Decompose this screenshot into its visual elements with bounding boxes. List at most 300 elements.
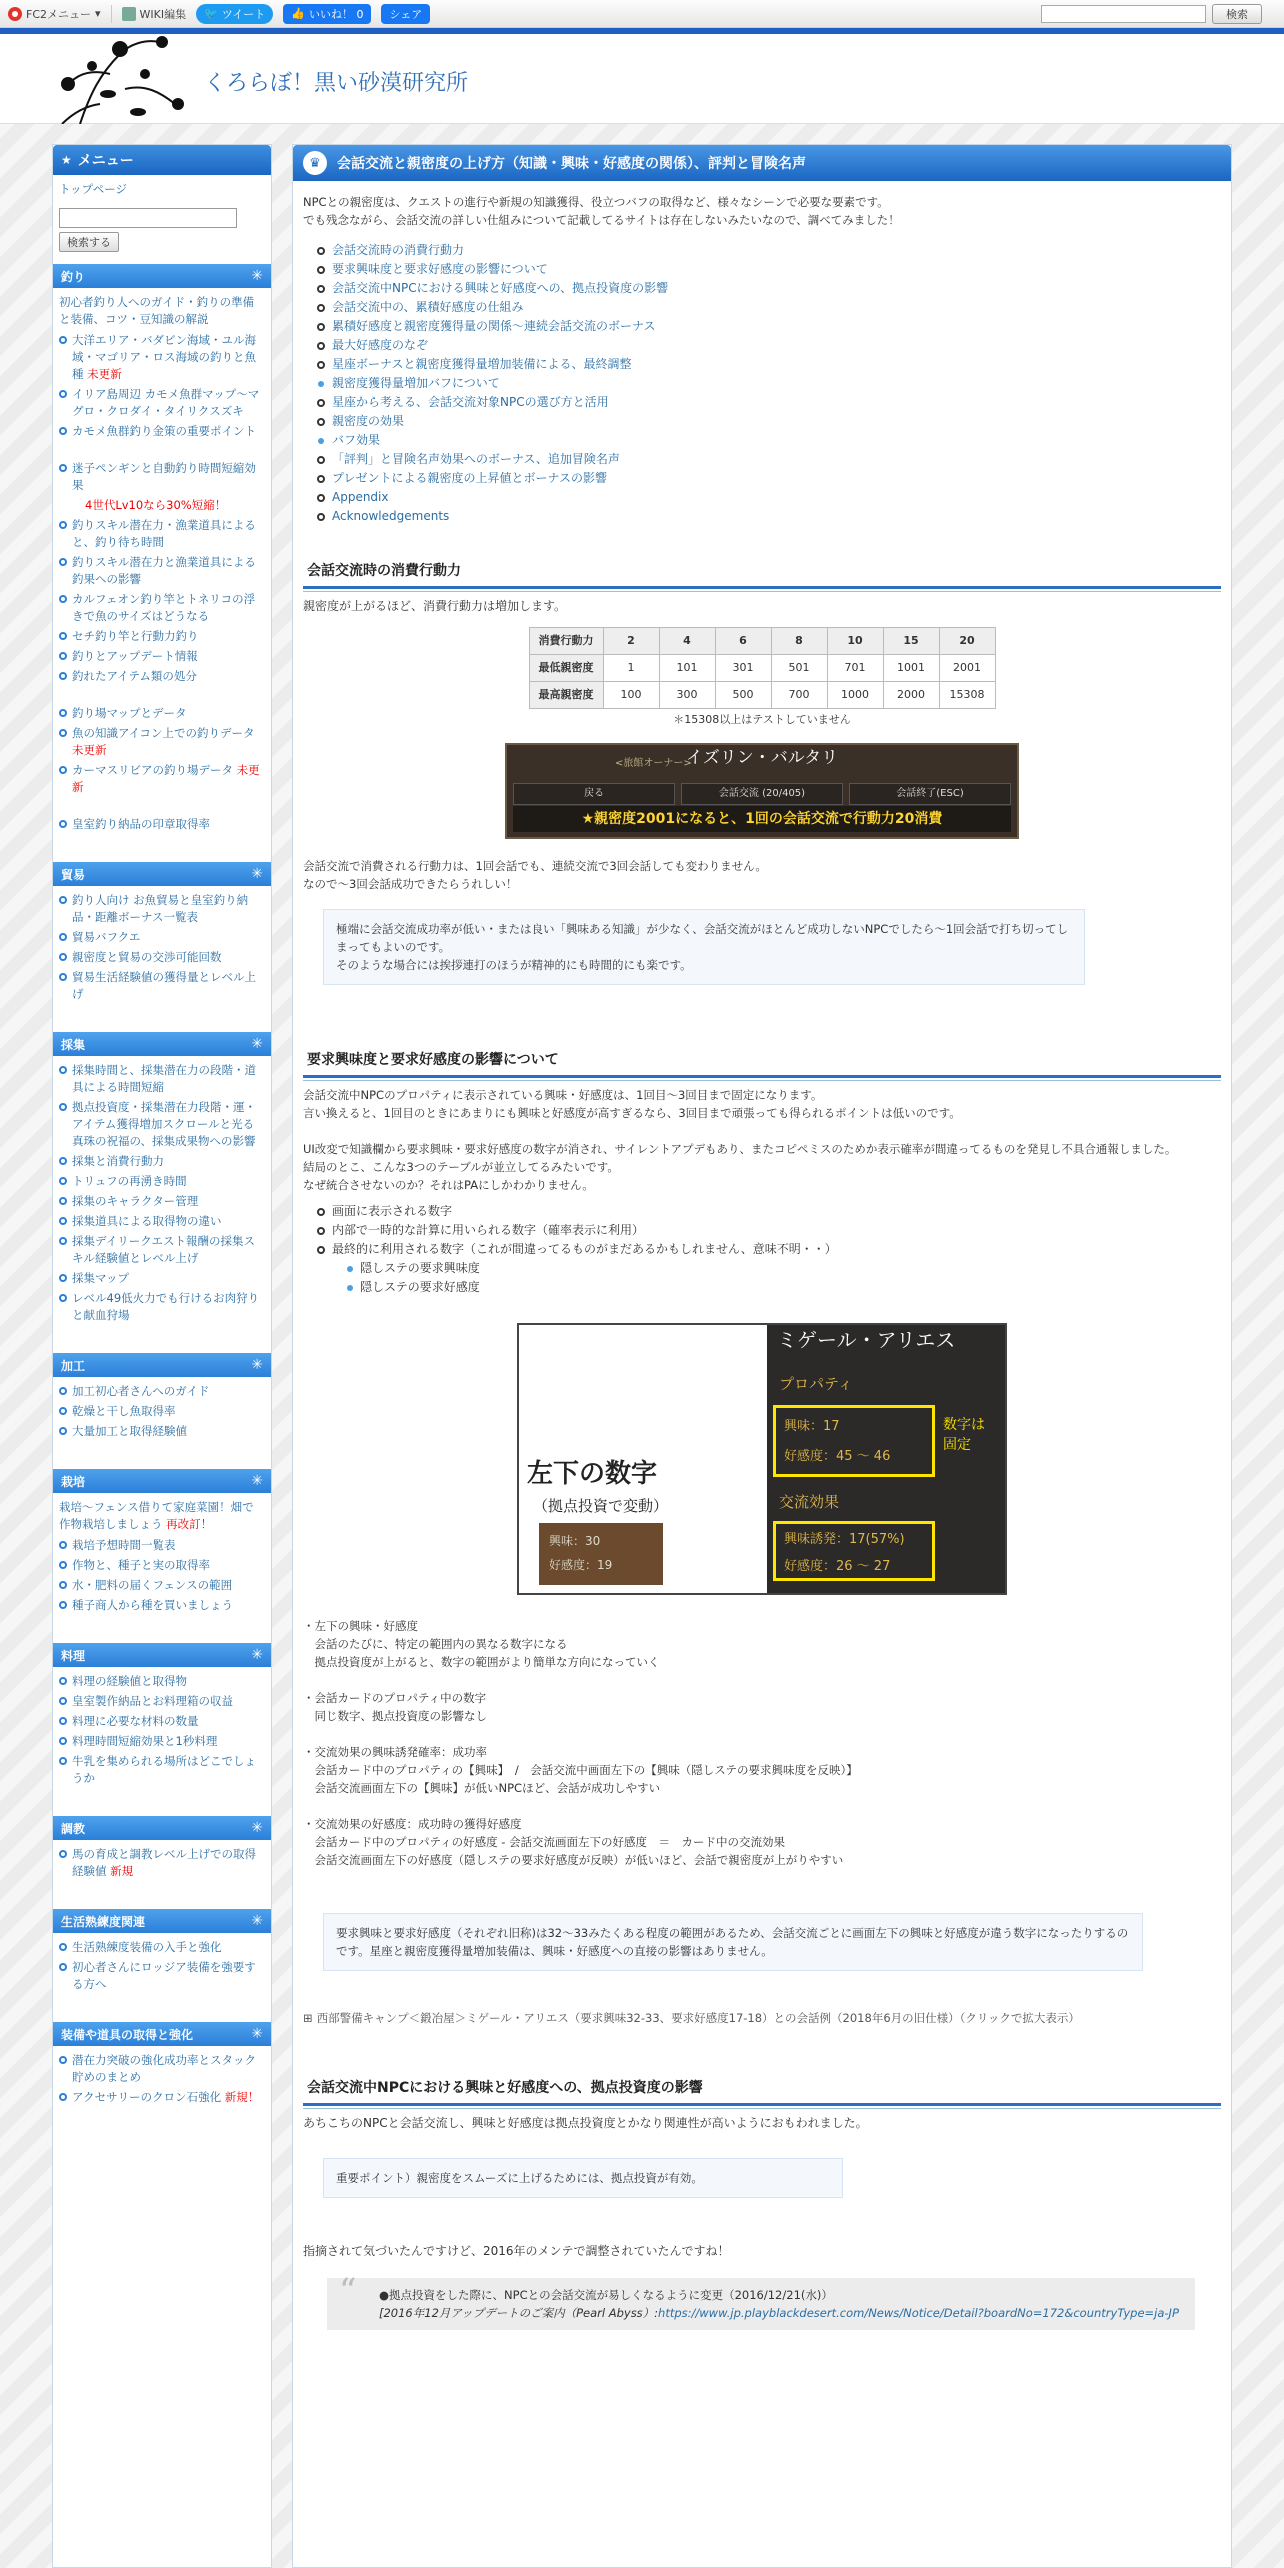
toc-link: バフ効果 xyxy=(332,433,381,447)
left-small-label: （拠点投資で変動） xyxy=(533,1497,669,1515)
sidebar-item-label: 釣れたアイテム類の処分 xyxy=(72,669,197,683)
fc2-logo-icon xyxy=(8,7,22,21)
left-stats-box xyxy=(539,1523,663,1585)
twitter-icon: 🐦 xyxy=(204,7,218,20)
spacer xyxy=(59,1617,265,1631)
sidebar-item[interactable] xyxy=(59,762,265,796)
table-header-cell: 消費行動力 xyxy=(529,628,603,655)
fixed-note: 数字は 固定 xyxy=(943,1417,985,1453)
spacer xyxy=(59,836,265,850)
sidebar-item[interactable] xyxy=(59,1099,265,1150)
sparkle-icon: ✳ xyxy=(251,866,263,882)
spacer xyxy=(59,1790,265,1804)
sidebar-search-input[interactable] xyxy=(59,208,237,228)
table-header-cell: 10 xyxy=(827,628,883,655)
bullet-icon xyxy=(59,1601,67,1609)
table-cell: 1 xyxy=(603,655,659,682)
sidebar-category-title: 調教 xyxy=(61,1821,86,1836)
sidebar-item[interactable] xyxy=(59,949,265,966)
sidebar-item[interactable] xyxy=(59,591,265,625)
npc-card-name: ミゲール・アリエス xyxy=(777,1328,956,1352)
spacer xyxy=(59,1443,265,1457)
toc-item[interactable] xyxy=(317,317,1221,336)
table-cell: 301 xyxy=(715,655,771,682)
section2-paragraph: 会話交流中NPCのプロパティに表示されている興味・好感度は、1回目～3回目まで固定になります。 言い換えると、1回目のときにあまりにも興味と好感度が高すぎるなら、3回目まで頑張っても得られるポイントは低いのです。 UI改変で知識欄から要求興味・要求好感度の数字が消され、サイレントアプデもあり、またコピペミスのためか表示確率が間違ってるものを発見し不具合通報しました。 結局のとこ、こんな3つのテーブルが並立してるみたいです。 なぜ統合させないのか？それはPAにしかわかりません。 xyxy=(303,1088,1177,1192)
bullet-icon xyxy=(59,1697,67,1705)
section2-note-box: 要求興味と要求好感度（それぞれ旧称)は32～33みたくある程度の範囲があるため、会話交流ごとに画面左下の興味と好感度が違う数字になったりするのです。星座と親密度獲得量増加装備は、興味・好感度への直接の影響はありません。 xyxy=(323,1913,1143,1971)
sidebar-menu-header xyxy=(53,145,271,175)
sidebar-badge: 未更新 xyxy=(83,367,122,381)
toc-link: 星座から考える、会話交流対象NPCの選び方と活用 xyxy=(332,395,609,409)
table-cell: 1000 xyxy=(827,682,883,709)
table-cell: 最低親密度 xyxy=(529,655,603,682)
sidebar-item[interactable] xyxy=(59,668,265,685)
game-screenshot-izrin[interactable] xyxy=(505,743,1019,839)
sidebar-item-label: 料理の経験値と取得物 xyxy=(72,1674,187,1688)
bullet-icon xyxy=(317,1208,325,1216)
toc-link: 「評判」と冒険名声効果へのボーナス、追加冒険名声 xyxy=(332,452,620,466)
sidebar-item[interactable] xyxy=(59,705,265,722)
exchange-interest: 興味誘発：17(57%) xyxy=(784,1532,905,1547)
sidebar-item-label: 牛乳を集められる場所はどこでしょうか xyxy=(72,1754,256,1785)
sidebar-intro-link[interactable]: 栽培～フェンス借りて家庭菜園！畑で作物栽培しましょう 再改訂！ xyxy=(59,1500,254,1531)
top-page-link[interactable]: トップページ xyxy=(59,182,127,196)
bullet-icon xyxy=(59,820,67,828)
list-item xyxy=(317,1202,1221,1221)
sidebar-item[interactable] xyxy=(59,1213,265,1230)
bullet-icon xyxy=(59,1963,67,1971)
toc-link: 累積好感度と親密度獲得量の関係～連続会話交流のボーナス xyxy=(332,319,656,333)
sidebar-intro-link[interactable]: 初心者釣り人へのガイド・釣りの準備と装備、コツ・豆知識の解説 xyxy=(59,295,255,326)
bullet-icon xyxy=(59,1541,67,1549)
bullet-icon xyxy=(347,1285,353,1291)
sidebar-item[interactable] xyxy=(59,1733,265,1750)
section-heading-action-points: 会話交流時の消費行動力 xyxy=(303,562,1221,589)
bullet-icon xyxy=(59,427,67,435)
table-cell: 300 xyxy=(659,682,715,709)
list-item xyxy=(347,1278,1221,1297)
sidebar-category-title: 生活熟練度関連 xyxy=(61,1914,146,1929)
table-header-cell: 20 xyxy=(939,628,995,655)
toc-item[interactable] xyxy=(317,393,1221,412)
crown-icon: ♛ xyxy=(303,151,327,175)
sidebar-category-title: 釣り xyxy=(61,269,86,284)
sidebar-item-label: 馬の育成と調教レベル上げでの取得経験値 新規 xyxy=(72,1847,256,1878)
list-item-text: 隠しステの要求好感度 xyxy=(360,1280,480,1294)
toc-item[interactable] xyxy=(317,488,1221,507)
table-cell: 500 xyxy=(715,682,771,709)
bullet-icon xyxy=(59,896,67,904)
bullet-icon xyxy=(59,336,67,344)
bullet-icon xyxy=(59,1294,67,1302)
table-note: ＊15308以上はテストしていません xyxy=(673,713,851,726)
npc-comparison-image[interactable] xyxy=(517,1323,1007,1595)
bullet-icon xyxy=(59,766,67,774)
sidebar-item[interactable] xyxy=(59,460,265,494)
sidebar-item[interactable] xyxy=(59,1713,265,1730)
sidebar-item-label: 大洋エリア・バダビン海域・ユル海域・マゴリア・ロス海域の釣りと魚種 未更新 xyxy=(72,333,256,381)
sidebar-item-label: 貿易生活経験値の獲得量とレベル上げ xyxy=(72,970,256,1001)
sidebar-item[interactable] xyxy=(59,892,265,926)
table-row xyxy=(529,682,995,709)
bullet-icon xyxy=(59,1943,67,1951)
like-label: いいね！ 0 xyxy=(308,7,364,21)
back-button: 戻る xyxy=(513,783,675,805)
sidebar-item[interactable] xyxy=(59,423,265,440)
sidebar-item-label: 採集のキャラクター管理 xyxy=(72,1194,199,1208)
main-content xyxy=(292,144,1232,2568)
site-title[interactable]: くろらぼ！黒い砂漠研究所 xyxy=(204,71,469,96)
toc-link: 会話交流中の、累積好感度の仕組み xyxy=(332,300,524,314)
sidebar-badge: 新規 xyxy=(106,1864,134,1878)
sidebar-item-label: カーマスリビアの釣り場データ 未更新 xyxy=(72,763,260,794)
property-box xyxy=(773,1405,935,1477)
sidebar-item-label: 釣りスキル潜在力・漁業道具によると、釣り待ち時間 xyxy=(72,518,256,549)
bullet-icon xyxy=(317,247,325,255)
bullet-icon xyxy=(59,973,67,981)
sidebar-item[interactable] xyxy=(59,1290,265,1324)
sidebar-item[interactable] xyxy=(59,1537,265,1554)
sidebar-item-label: 皇室製作納品とお料理箱の収益 xyxy=(72,1694,233,1708)
sidebar-category-header xyxy=(53,1032,271,1056)
end-button: 会話終了(ESC) xyxy=(849,783,1011,805)
left-panel xyxy=(519,1325,767,1593)
bullet-icon xyxy=(317,361,325,369)
example-link[interactable] xyxy=(303,2009,1221,2027)
toc-item[interactable] xyxy=(317,507,1221,526)
sparkle-icon: ✳ xyxy=(251,268,263,284)
sidebar-item[interactable] xyxy=(59,1062,265,1096)
bullet-icon xyxy=(59,2056,67,2064)
bullet-icon xyxy=(317,266,325,274)
table-cell: 700 xyxy=(771,682,827,709)
thumbs-up-icon: 👍 xyxy=(291,7,305,20)
quote-icon: “ xyxy=(339,2271,357,2311)
toc-link: 会話交流時の消費行動力 xyxy=(332,243,465,257)
sidebar-item[interactable] xyxy=(59,1233,265,1267)
sidebar-search-button[interactable]: 検索する xyxy=(59,232,119,252)
bullet-icon xyxy=(59,464,67,472)
table-header-cell: 15 xyxy=(883,628,939,655)
sidebar-item[interactable] xyxy=(59,2089,265,2106)
sidebar-category-header xyxy=(53,1353,271,1377)
sidebar-category-title: 装備や道具の取得と強化 xyxy=(61,2027,194,2042)
sidebar-item[interactable] xyxy=(59,1423,265,1440)
sidebar-item-label: 加工初心者さんへのガイド xyxy=(72,1384,210,1398)
sidebar-item[interactable] xyxy=(59,1383,265,1400)
bullet-icon xyxy=(318,438,324,444)
like-button[interactable] xyxy=(283,4,371,24)
bullet-icon xyxy=(59,1737,67,1745)
section1-note-box: 極端に会話交流成功率が低い・または良い「興味ある知識」が少なく、会話交流がほとんど成功しないNPCでしたら～1回会話で打ち切ってしまってもよいのです。 そのような場合には挨拶連打のほうが精神的にも時間的にも楽です。 xyxy=(323,909,1085,985)
toc-link: 最大好感度のなぞ xyxy=(332,338,429,352)
sidebar-item-label: 迷子ペンギンと自動釣り時間短縮効果 xyxy=(72,461,256,492)
list-item xyxy=(317,1240,1221,1259)
screenshot-banner: ★親密度2001になると、1回の会話交流で行動力20消費 xyxy=(513,806,1011,832)
intro-text: NPCとの親密度は、クエストの進行や新規の知識獲得、役立つバフの取得など、様々なシーンで必要な要素です。 でも残念ながら、会話交流の詳しい仕組みについて記載してるサイトは存在しないみたいなので、調べてみました！ xyxy=(303,195,900,227)
bullet-icon xyxy=(317,494,325,502)
sidebar-item-label: 種子商人から種を買いましょう xyxy=(72,1598,233,1612)
sidebar-category-header xyxy=(53,1816,271,1840)
bullet-icon xyxy=(59,1387,67,1395)
sidebar-item-label: 初心者さんにロッジア装備を強要する方へ xyxy=(72,1960,256,1991)
sidebar-item[interactable] xyxy=(59,1173,265,1190)
sidebar-item-label: 採集道具による取得物の違い xyxy=(72,1214,222,1228)
bullet-icon xyxy=(59,1217,67,1225)
tweet-button[interactable] xyxy=(196,4,273,24)
update-quote xyxy=(327,2271,1195,2330)
sidebar-item-label: 大量加工と取得経験値 xyxy=(72,1424,187,1438)
bullet-icon xyxy=(59,1717,67,1725)
sidebar-badge: 再改訂！ xyxy=(162,1517,213,1531)
toc-item[interactable] xyxy=(317,355,1221,374)
sidebar-item[interactable] xyxy=(59,332,265,383)
toc-link: プレゼントによる親密度の上昇値とボーナスの影響 xyxy=(332,471,608,485)
wiki-edit-label: WIKI編集 xyxy=(139,7,187,21)
bullet-icon xyxy=(59,521,67,529)
toc-item[interactable] xyxy=(317,469,1221,488)
npc-name: イズリン・バルタリ xyxy=(685,748,839,768)
sidebar-item-label: セチ釣り竿と行動力釣り xyxy=(72,629,199,643)
table-cell: 100 xyxy=(603,682,659,709)
bullet-icon xyxy=(59,632,67,640)
toc-item[interactable] xyxy=(317,412,1221,431)
table-cell: 15308 xyxy=(939,682,995,709)
section1-after: 会話交流で消費される行動力は、1回会話でも、連続交流で3回会話しても変わりません。 なので～3回会話成功できたらうれしい！ xyxy=(303,859,767,891)
table-cell: 101 xyxy=(659,655,715,682)
bullet-icon xyxy=(317,475,325,483)
share-label: シェア xyxy=(389,7,423,21)
table-cell: 501 xyxy=(771,655,827,682)
toc-item[interactable] xyxy=(317,260,1221,279)
bullet-icon xyxy=(317,1246,325,1254)
section1-lead: 親密度が上がるほど、消費行動力は増加します。 xyxy=(303,599,567,613)
left-interest: 興味：30 xyxy=(549,1534,601,1548)
sidebar-item-label: カルフェオン釣り竿とトネリコの浮きで魚のサイズはどうなる xyxy=(72,592,256,623)
sparkle-icon: ✳ xyxy=(251,1473,263,1489)
sidebar-item[interactable] xyxy=(59,648,265,665)
bullet-icon xyxy=(59,2093,67,2101)
sidebar-sections xyxy=(59,264,265,2123)
sidebar-item[interactable] xyxy=(59,1846,265,1880)
bullet-icon xyxy=(59,595,67,603)
toc-link: 要求興味度と要求好感度の影響について xyxy=(332,262,548,276)
sidebar-item[interactable] xyxy=(59,1403,265,1420)
wiki-edit-link[interactable] xyxy=(122,6,187,22)
sidebar-item-label: 釣りとアップデート情報 xyxy=(72,649,198,663)
sidebar-item-label: トリュフの再湧き時間 xyxy=(72,1174,187,1188)
spacer xyxy=(59,1327,265,1341)
bullet-icon xyxy=(59,933,67,941)
bullet-icon xyxy=(59,1103,67,1111)
sidebar-item[interactable] xyxy=(59,816,265,833)
sidebar-item[interactable] xyxy=(59,1597,265,1614)
sidebar-item[interactable] xyxy=(59,1577,265,1594)
sub-list xyxy=(347,1259,1221,1297)
table-header-cell: 2 xyxy=(603,628,659,655)
section3-paragraph2: 指摘されて気づいたんですけど、2016年のメンテで調整されていたんですね！ xyxy=(303,2244,730,2258)
bullet-icon xyxy=(59,1177,67,1185)
bullet-icon xyxy=(59,1581,67,1589)
toc-link: 星座ボーナスと親密度獲得量増加装備による、最終調整 xyxy=(332,357,632,371)
toc-item[interactable] xyxy=(317,298,1221,317)
sidebar-item[interactable] xyxy=(59,1939,265,1956)
section-heading-required-interest: 要求興味度と要求好感度の影響について xyxy=(303,1051,1221,1078)
toc-item[interactable] xyxy=(317,431,1221,450)
page-title: 会話交流と親密度の上げ方（知識・興味・好感度の関係）、評判と冒険名声 xyxy=(337,156,806,172)
sidebar-item[interactable] xyxy=(59,1153,265,1170)
list-item xyxy=(317,1221,1221,1240)
sidebar-menu-title: メニュー xyxy=(77,153,134,169)
sidebar-item-label: 料理に必要な材料の数量 xyxy=(72,1714,199,1728)
sidebar-item-label: 作物と、種子と実の取得率 xyxy=(72,1558,210,1572)
spacer xyxy=(59,2109,265,2123)
section3-note-box: 重要ポイント）親密度をスムーズに上げるためには、拠点投資が有効。 xyxy=(323,2158,843,2198)
sidebar-item-label: 採集デイリークエスト報酬の採集スキル経験値とレベル上げ xyxy=(72,1234,255,1265)
sidebar-category-header xyxy=(53,1469,271,1493)
toc-item[interactable] xyxy=(317,279,1221,298)
sidebar-item[interactable] xyxy=(59,725,265,759)
sidebar-item[interactable] xyxy=(59,1753,265,1787)
fc2-menu-label: FC2メニュー xyxy=(26,7,92,21)
spacer xyxy=(59,1006,265,1020)
sidebar-item[interactable] xyxy=(59,386,265,420)
sidebar-item[interactable] xyxy=(59,517,265,551)
toc-item[interactable] xyxy=(317,450,1221,469)
sidebar-item-label: 魚の知識アイコン上での釣りデータ 未更新 xyxy=(72,726,255,757)
bullet-icon xyxy=(317,513,325,521)
sidebar-item[interactable] xyxy=(59,628,265,645)
site-search-button[interactable]: 検索 xyxy=(1212,4,1262,24)
sidebar-item[interactable] xyxy=(59,969,265,1003)
sidebar-badge: 新規！ xyxy=(221,2090,260,2104)
site-header xyxy=(0,34,1284,124)
table-cell: 2000 xyxy=(883,682,939,709)
left-favor: 好感度：19 xyxy=(549,1558,613,1572)
sidebar-item[interactable] xyxy=(59,1193,265,1210)
exchange-favor: 好感度：26 ～ 27 xyxy=(784,1559,891,1574)
sparkle-icon: ✳ xyxy=(251,1357,263,1373)
toc-item[interactable] xyxy=(317,336,1221,355)
bullet-icon xyxy=(59,1407,67,1415)
sidebar-item-label: 釣り人向け お魚貿易と皇室釣り納品・距離ボーナス一覧表 xyxy=(72,893,249,924)
section2-list xyxy=(317,1202,1221,1297)
property-favor: 好感度：45 ～ 46 xyxy=(784,1449,891,1464)
table-cell: 2001 xyxy=(939,655,995,682)
bullet-icon xyxy=(317,285,325,293)
quote-source: [2016年12月アップデートのご案内（Pearl Abyss）: xyxy=(379,2306,659,2320)
site-search-input[interactable] xyxy=(1041,5,1206,23)
sidebar-item-label: アクセサリーのクロン石強化 新規！ xyxy=(72,2090,260,2104)
toc-link: 会話交流中NPCにおける興味と好感度への、拠点投資度の影響 xyxy=(332,281,669,295)
bullet-icon xyxy=(317,304,325,312)
sidebar-item-label: 皇室釣り納品の印章取得率 xyxy=(72,817,210,831)
sidebar-item[interactable] xyxy=(59,1693,265,1710)
bullet-icon xyxy=(59,1757,67,1765)
sidebar-item[interactable] xyxy=(59,929,265,946)
sparkle-icon: ✳ xyxy=(251,1913,263,1929)
sidebar xyxy=(52,144,272,2568)
exchange-box xyxy=(773,1521,935,1581)
bullet-icon xyxy=(59,652,67,660)
list-item-text: 最終的に利用される数字（これが間違ってるものがまだあるかもしれません、意味不明・・） xyxy=(332,1242,837,1256)
sidebar-badge: 未更新 xyxy=(72,763,260,794)
toc-item[interactable] xyxy=(317,241,1221,260)
bullet-icon xyxy=(59,709,67,717)
sidebar-category-header xyxy=(53,1643,271,1667)
table-row xyxy=(529,655,995,682)
list-item-text: 画面に表示される数字 xyxy=(332,1204,453,1218)
sidebar-category-title: 貿易 xyxy=(61,867,86,882)
sidebar-item-label: 親密度と貿易の交渉可能回数 xyxy=(72,950,222,964)
sidebar-item-label: 栽培予想時間一覧表 xyxy=(72,1538,176,1552)
sidebar-item-label: 生活熟練度装備の入手と強化 xyxy=(72,1940,222,1954)
game-button-row xyxy=(513,783,1011,805)
sidebar-item[interactable] xyxy=(59,1673,265,1690)
sidebar-item-label: 採集時間と、採集潜在力の段階・道具による時間短縮 xyxy=(72,1063,256,1094)
exchange-label: 交流効果 xyxy=(779,1493,840,1511)
bullet-icon xyxy=(317,399,325,407)
bullet-icon xyxy=(59,1850,67,1858)
right-panel xyxy=(767,1325,1005,1593)
bullet-icon xyxy=(59,1677,67,1685)
sparkle-icon: ✳ xyxy=(251,1036,263,1052)
toc-link: 親密度の効果 xyxy=(332,414,405,428)
property-label: プロパティ xyxy=(779,1375,853,1393)
list-item-text: 内部で一時的な計算に用いられる数字（確率表示に利用） xyxy=(332,1223,645,1237)
example-text: 西部警備キャンプ＜鍛冶屋＞ミゲール・アリエス（要求興味32-33、要求好感度17-18）との会話例（2018年6月の旧仕様）（クリックで拡大表示） xyxy=(316,2011,1080,2025)
toc-link: Appendix xyxy=(332,490,389,504)
sidebar-item[interactable] xyxy=(59,1959,265,1993)
action-point-table xyxy=(529,627,996,709)
sparkle-icon: ✳ xyxy=(251,1820,263,1836)
bullet-icon xyxy=(59,1066,67,1074)
bullet-icon xyxy=(59,672,67,680)
toc-item[interactable] xyxy=(317,374,1221,393)
table-header-cell: 8 xyxy=(771,628,827,655)
bullet-icon xyxy=(59,390,67,398)
edit-icon xyxy=(122,7,136,21)
sidebar-note: 4世代Lv10なら30%短縮！ xyxy=(85,498,227,512)
sidebar-item-label: カモメ魚群釣り金策の重要ポイント xyxy=(72,424,256,438)
sidebar-item[interactable] xyxy=(59,2052,265,2086)
bullet-icon xyxy=(347,1266,353,1272)
table-cell: 最高親密度 xyxy=(529,682,603,709)
table-header-cell: 6 xyxy=(715,628,771,655)
sidebar-item[interactable] xyxy=(59,1557,265,1574)
section-heading-investment: 会話交流中NPCにおける興味と好感度への、拠点投資度の影響 xyxy=(303,2079,1221,2106)
flower-decoration-icon xyxy=(50,34,190,124)
share-button[interactable] xyxy=(381,4,430,24)
list-item-text: 隠しステの要求興味度 xyxy=(360,1261,480,1275)
bullet-icon xyxy=(59,1157,67,1165)
bullet-icon xyxy=(317,418,325,426)
sidebar-item-label: 釣りスキル潜在力と漁業道具による釣果への影響 xyxy=(72,555,256,586)
sidebar-category-title: 栽培 xyxy=(61,1474,86,1489)
spacer xyxy=(59,688,265,702)
quote-line2 xyxy=(379,2304,1185,2322)
quote-line1: ●拠点投資をした際に、NPCとの会話交流が易しくなるように変更（2016/12/21(水)） xyxy=(379,2288,833,2302)
sidebar-item[interactable] xyxy=(59,1270,265,1287)
fc2-menu[interactable] xyxy=(8,6,101,22)
sidebar-item[interactable] xyxy=(59,554,265,588)
bullet-icon xyxy=(59,558,67,566)
notice-link[interactable]: https://www.jp.playblackdesert.com/News/Notice/Detail?boardNo=172&countryType=ja-JP xyxy=(658,2306,1179,2320)
bullet-icon xyxy=(59,1274,67,1282)
spacer xyxy=(59,799,265,813)
bullet-icon xyxy=(59,953,67,961)
sidebar-category-header xyxy=(53,862,271,886)
